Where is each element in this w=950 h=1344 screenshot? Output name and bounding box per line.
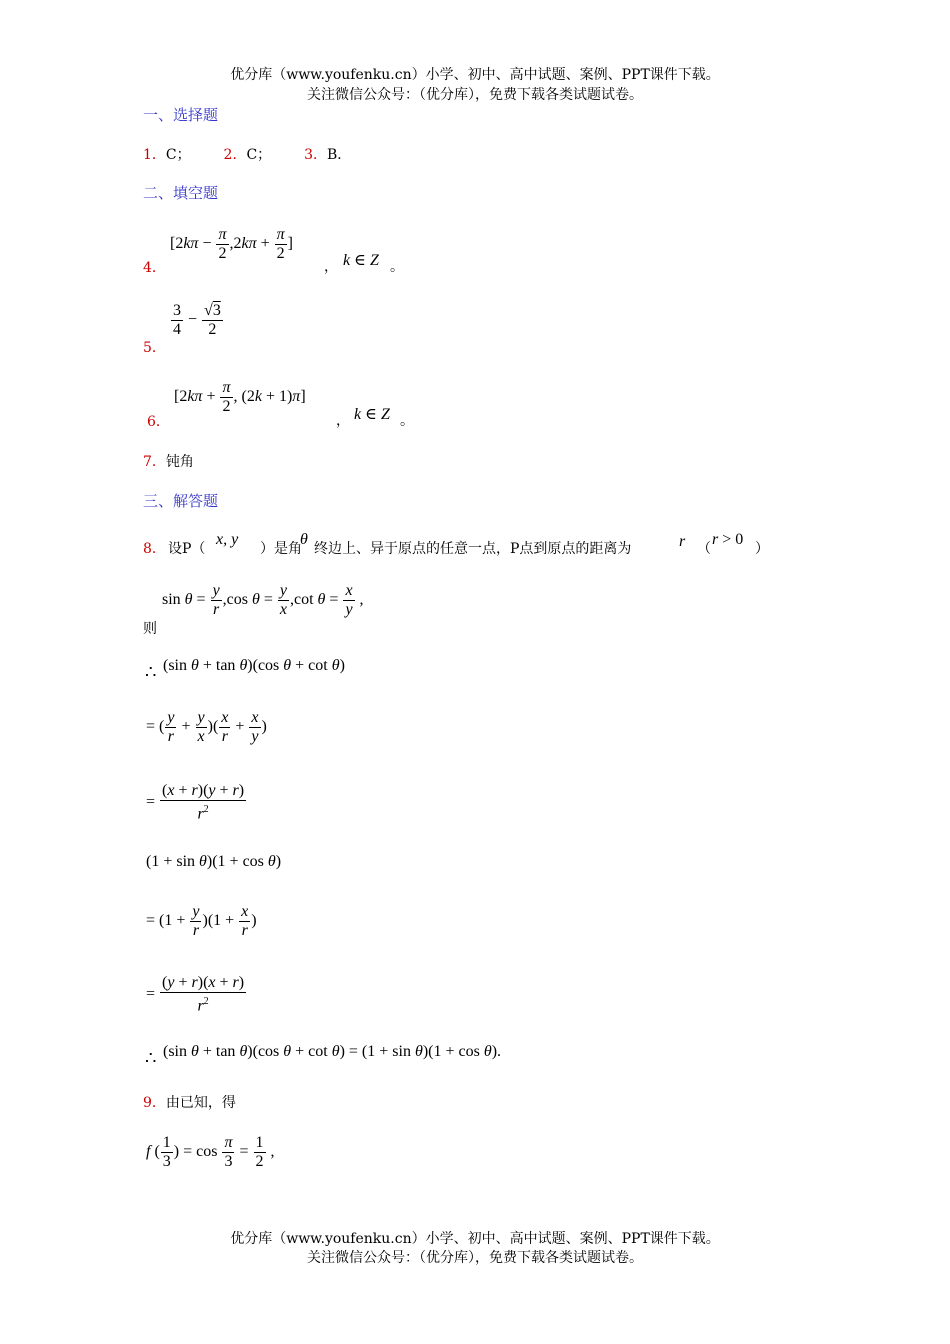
q9-formula: f ( $\frac{1}{3}$ ) = cos $\frac{\pi}{3}$ = $\frac{1}{2}$ ,: [146, 1134, 275, 1170]
q2-number: 2．: [223, 147, 247, 163]
q6-number: 6．: [147, 414, 170, 430]
therefore-symbol-2: ∴: [145, 1048, 157, 1069]
q7-answer: 钝角: [165, 454, 194, 470]
q8-theta: θ: [300, 531, 308, 548]
q7-row: [143, 451, 194, 471]
answer-row-choice: [143, 144, 351, 164]
q9-row: [143, 1092, 236, 1112]
q8-step-2: = $\frac{(x + r)(y + r)}{r^2}$: [146, 782, 245, 823]
q8-step-4: = $\frac{(y + r)(x + r)}{r^2}$: [146, 974, 245, 1015]
therefore-symbol-1: ∴: [145, 662, 157, 683]
q8-trig-definitions: sin θ = $\frac{y}{r}$ ,cos θ = $\frac{y}{x}$ ,cot θ = $\frac{x}{y}$ ,: [162, 582, 364, 618]
q5-number: 5．: [143, 340, 166, 356]
section-choice-title: 一、选择题: [143, 106, 219, 124]
q8-text-5: ）: [755, 541, 769, 557]
q5-formula: $\frac{3}{4}$ − $\frac{√3}{2}$: [173, 302, 221, 338]
section-answer-title: 三、解答题: [143, 492, 219, 510]
q8-text-2: ）是角: [260, 541, 302, 557]
q8-r-positive: r > 0: [712, 531, 744, 548]
q6-formula: [2kπ + $\frac{\pi}{2}$ , (2k + 1)π]: [174, 379, 306, 415]
q1-number: 1．: [143, 147, 166, 163]
q3-answer: B．: [327, 147, 352, 163]
q6-condition: k ∈ Z: [354, 406, 390, 423]
q1-answer: C；: [165, 147, 191, 163]
q4-number: 4．: [143, 260, 166, 276]
q8-conclusion: (sin θ + tan θ)(cos θ + cot θ) = (1 + sin θ)(1 + cos θ).: [163, 1043, 502, 1060]
q4-comma: ，: [324, 259, 338, 275]
header-line-2: 关注微信公众号：（优分库），免费下载各类试题试卷。: [307, 87, 643, 103]
q2-answer: C；: [246, 147, 272, 163]
q8-text-4: （: [697, 541, 711, 557]
q6-period: 。: [400, 413, 414, 429]
q8-step-3: = (1 + $\frac{y}{r}$ )(1 + $\frac{x}{r}$ ): [146, 903, 257, 939]
q4-formula: [2kπ − $\frac{\pi}{2}$ ,2kπ + $\frac{\pi}{2}$ ]: [170, 226, 293, 262]
q3-number: 3．: [304, 147, 328, 163]
footer-line-2: 关注微信公众号：（优分库），免费下载各类试题试卷。: [307, 1250, 643, 1266]
q7-number: 7．: [143, 454, 166, 470]
q8-expr-lhs: (sin θ + tan θ)(cos θ + cot θ): [163, 657, 345, 674]
q4-period: 。: [390, 259, 404, 275]
q8-r: r: [679, 533, 686, 550]
q4-condition: k ∈ Z: [343, 252, 379, 269]
q9-number: 9．: [143, 1095, 166, 1111]
header-line-1: 优分库（www.youfenku.cn）小学、初中、高中试题、案例、PPT课件下载。: [230, 67, 720, 83]
section-fill-title: 二、填空题: [143, 184, 219, 202]
footer-line-1: 优分库（www.youfenku.cn）小学、初中、高中试题、案例、PPT课件下载。: [230, 1231, 720, 1247]
q8-text-3: 终边上、异于原点的任意一点，P点到原点的距离为: [314, 541, 632, 557]
q8-number: 8．: [143, 541, 166, 557]
q8-then: 则: [143, 621, 157, 637]
q9-text: 由已知，得: [165, 1095, 236, 1111]
q8-expr-rhs: (1 + sin θ)(1 + cos θ): [146, 853, 282, 870]
q8-text-1: 设P（: [168, 541, 206, 557]
q8-point-xy: x, y: [216, 531, 239, 548]
q6-comma: ，: [336, 413, 350, 429]
q8-step-1: = ( $\frac{y}{r}$ + $\frac{y}{x}$ )( $\frac{x}{r}$ + $\frac{x}{y}$ ): [146, 709, 267, 745]
